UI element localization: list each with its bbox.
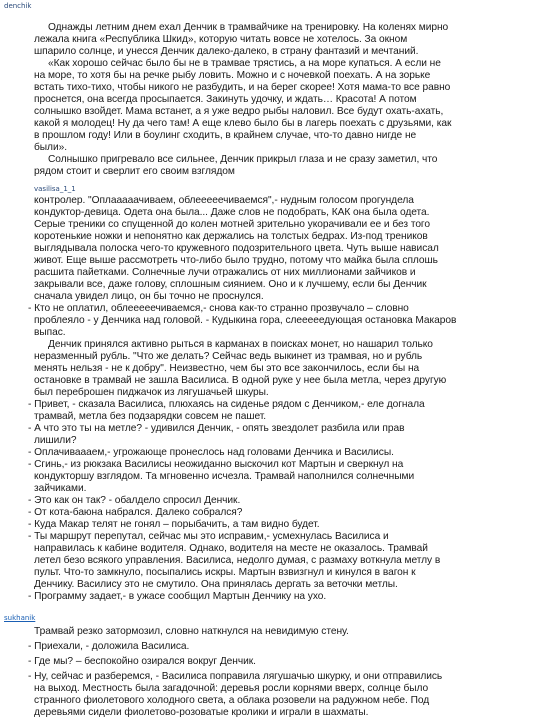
text-line: Однажды летним днем ехал Денчик в трамвайчике на тренировку. На коленях мирно [48,22,449,33]
text-line: - Куда Макар телят не гонял – порыбачить, а там видно будет. [28,519,320,530]
text-line: направилась к кабине водителя. Однако, водителя на месте не оказалось. Трамвай [34,543,428,554]
text-line: - Приехали, - доложила Василиса. [28,641,190,652]
text-line: солнышко взойдет. Мама встанет, а я уже ведро рыбы наловил. Все будут охать-ахать, [34,106,444,117]
text-line: лежала книга «Республика Шкид», которую читать вовсе не хотелось. За окном [34,34,408,45]
text-line: - Кто не оплатил, облееееечиваемся,- снова как-то странно прозвучало – словно [28,303,409,314]
text-line: неразменный рубль. "Что же делать? Сейчас ведь выкинет из трамвая, но и рубль [34,351,423,362]
text-line: на море, то хотя бы на речке рыбу ловить. Можно и с ночевкой поехать. А на зорьке [34,70,431,81]
text-line: кондуктор-девица. Одета она была... Даже слов не подобрать, КАК она была одета. [34,207,430,218]
text-line: - Это как он так? - обалдело спросил Денчик. [28,495,241,506]
text-line: в прошлом году! Или в боулинг сходить, в крайнем случае, что-то давно нигде не [34,130,417,141]
author-link-sukhanik[interactable]: sukhanik [4,614,36,622]
text-line: шпарило солнце, и унесся Денчик далеко-далеко, в страну фантазий и мечтаний. [34,46,419,57]
text-line: зайчиками. [34,483,87,494]
text-line: Трамвай резко затормозил, словно наткнулся на невидимую стену. [34,626,349,637]
author-label-vasilisa: vasilisa_1_1 [34,185,76,193]
text-line: деревьями сидели фиолетово-розоватые кролики и играли в шахматы. [34,707,369,718]
text-line: - Привет, - сказала Василиса, плюхаясь на сиденье рядом с Денчиком,- еле догнала [28,399,425,410]
text-line: пульт. Что-то замкнуло, посыпались искры. Мартын взвизгнул и кинулся в вагон к [34,567,416,578]
text-line: выглядывала полоска чего-то кружевного подозрительного цвета. Чуть выше нависал [34,243,439,254]
text-line: были». [34,142,67,153]
text-line: проблеяло - у Денчика над головой. - Кудыкина гора, слееееедующая остановка Макаров [34,315,457,326]
text-line: - Ты маршрут перепутал, сейчас мы это исправим,- усмехнулась Василиса и [28,531,389,542]
text-line: «Как хорошо сейчас было бы не в трамвае трястись, а на море купаться. А если не [48,58,441,69]
text-line: закрывали все, даже голову, сплошным сиянием. Оно и к лучшему, если бы Денчик [34,279,427,290]
text-line: встать тихо-тихо, чтобы никого не разбудить, и на берег скорее! Хотя мама-то все равно [34,82,451,93]
text-line: - Программу задает,- в ужасе сообщил Мартын Денчику на ухо. [28,591,327,602]
author-label-denchik: denchik [4,2,32,10]
text-line: Денчику. Василису это не смутило. Она принялась дергать за веточки метлы. [34,579,398,590]
text-line: Денчик принялся активно рыться в карманах в поисках монет, но нашарил только [48,339,433,350]
text-line: остановке в трамвай не зашла Василиса. В одной руке у нее была метла, через другую [34,375,447,386]
text-line: странного фиолетового холодного света, а облака розовели на радужном небе. Под [34,695,430,706]
text-line: кондукторшу взглядом. Та мгновенно исчезла. Трамвай наполнился солнечными [34,471,415,482]
text-line: Солнышко пригревало все сильнее, Денчик прикрыл глаза и не сразу заметил, что [48,154,438,165]
text-line: был переброшен пиджачок из лягушачьей шкуры. [34,387,269,398]
text-line: - Оплачиваааем,- угрожающе пронеслось над головами Денчика и Василисы. [28,447,394,458]
text-line: летел безо всякого управления. Василиса, недолго думая, с размаху воткнула метлу в [34,555,441,566]
text-line: на выход. Местность была загадочной: деревья росли корнями вверх, солнце было [34,683,429,694]
text-line: - Сгинь,- из рюкзака Василисы неожиданно выскочил кот Мартын и сверкнул на [28,459,404,470]
text-line: выпас. [34,327,66,338]
text-line: лишили? [34,435,77,446]
text-line: - Где мы? – беспокойно озирался вокруг Денчик. [28,656,256,667]
text-line: - А что это ты на метле? - удивился Денчик, - опять звездолет разбила или прав [28,423,405,434]
text-line: трамвай, метла без подзарядки совсем не пашет. [34,411,267,422]
text-line: сначала увидел лицо, он бы точно не проснулся. [34,291,264,302]
text-line: какой я молодец! Ну да чего там! А еще клево было бы в лагерь поехать с друзьями, как [34,118,452,129]
text-line: проснется, она всегда просыпается. Закинуть удочку, и ждать… Красота! А потом [34,94,417,105]
text-line: живот. Еще выше рассмотреть что-либо было трудно, потому что майка была сплошь [34,255,438,266]
text-line: - Ну, сейчас и разберемся, - Василиса поправила лягушачью шкурку, и они отправились [28,671,443,682]
text-line: коротенькие ножки и непонятно как держались на толстых бедрах. Из-под треников [34,231,428,242]
text-line: - От кота-баюна набрался. Далеко собрался? [28,507,243,518]
text-line: менять нельзя - не к добру". Неизвестно, чем бы это все закончилось, если бы на [34,363,420,374]
text-line: контролер. "Оплааааачиваем, облееееечиваемся",- нудным голосом прогундела [34,195,414,206]
text-line: рядом стоит и сверлит его своим взглядом [34,166,235,177]
text-line: расшита пайетками. Солнечные лучи отражались от них миллионами зайчиков и [34,267,416,278]
text-line: Серые треники со спущенной до колен мотней зрительно укорачивали ее и без того [34,219,430,230]
